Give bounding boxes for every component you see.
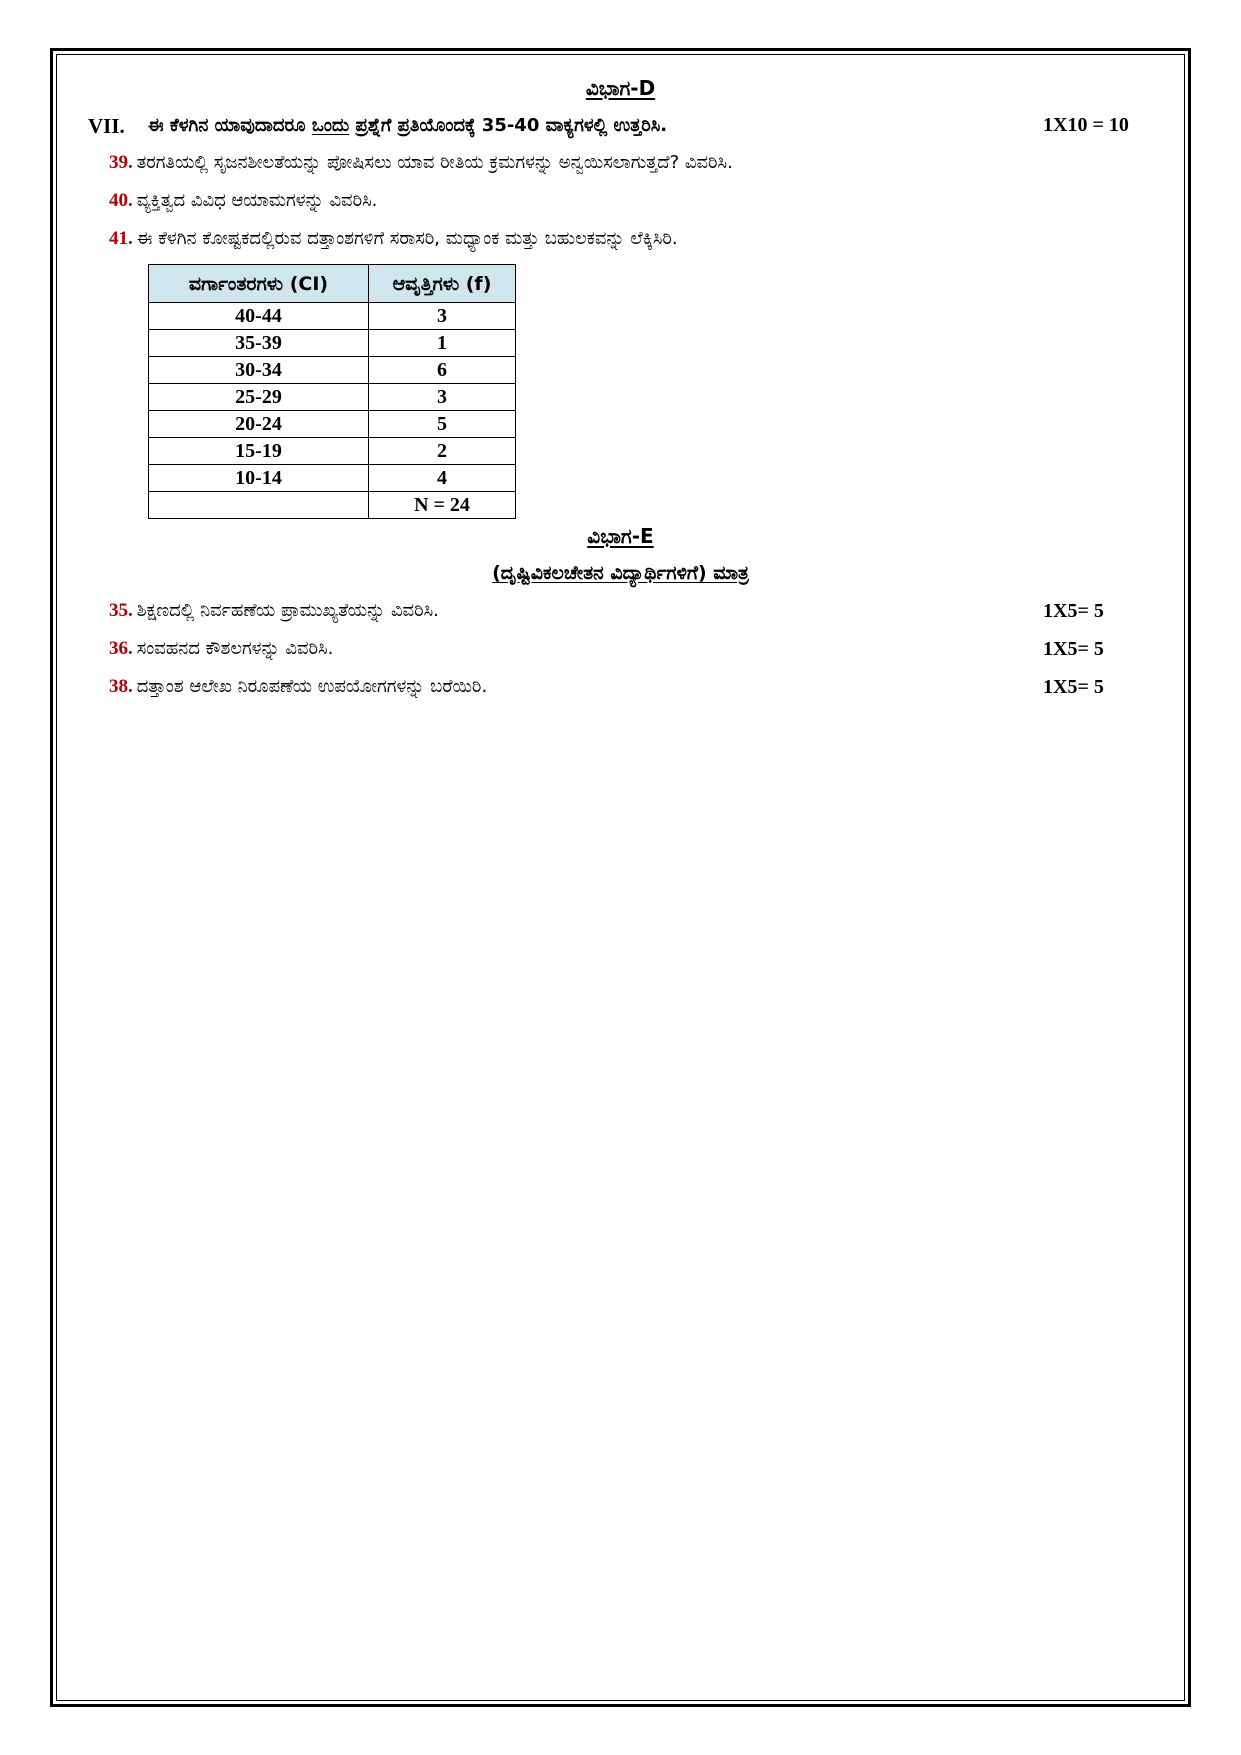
section-e-title: ವಿಭಾಗ-E bbox=[587, 524, 654, 548]
question-marks: 1X5= 5 bbox=[1043, 600, 1104, 622]
table-row bbox=[149, 384, 516, 411]
question-item bbox=[109, 638, 333, 660]
question-number: 36. bbox=[109, 638, 133, 659]
section-d-title: ವಿಭಾಗ-D bbox=[585, 76, 656, 100]
question-marks: 1X5= 5 bbox=[1043, 638, 1104, 660]
table-cell-ci: 20-24 bbox=[149, 411, 369, 438]
table-row bbox=[149, 330, 516, 357]
table-cell-f: 3 bbox=[369, 384, 516, 411]
question-item bbox=[109, 600, 439, 622]
table-header-f: ಆವೃತ್ತಿಗಳು (f) bbox=[369, 265, 516, 303]
question-number: 40. bbox=[109, 190, 133, 211]
table-row bbox=[149, 357, 516, 384]
table-row bbox=[149, 465, 516, 492]
table-cell-f: 6 bbox=[369, 357, 516, 384]
section-e-subtitle: (ದೃಷ್ಟಿವಿಕಲಚೇತನ ವಿದ್ಯಾರ್ಥಿಗಳಿಗೆ) ಮಾತ್ರ bbox=[492, 562, 749, 584]
table-cell-f: 1 bbox=[369, 330, 516, 357]
table-cell-ci: 30-34 bbox=[149, 357, 369, 384]
table-row bbox=[149, 303, 516, 330]
table-cell-ci: 10-14 bbox=[149, 465, 369, 492]
table-cell-ci: 40-44 bbox=[149, 303, 369, 330]
table-header-row bbox=[149, 265, 516, 303]
table-cell-f: 3 bbox=[369, 303, 516, 330]
table-cell-total: N = 24 bbox=[369, 492, 516, 519]
question-marks: 1X5= 5 bbox=[1043, 676, 1104, 698]
question-item bbox=[109, 676, 487, 698]
question-text: ಶಿಕ್ಷಣದಲ್ಲಿ ನಿರ್ವಹಣೆಯ ಪ್ರಾಮುಖ್ಯತೆಯನ್ನು ವಿವರಿಸಿ. bbox=[136, 600, 439, 621]
table-cell-ci: 25-29 bbox=[149, 384, 369, 411]
question-text: ತರಗತಿಯಲ್ಲಿ ಸೃಜನಶೀಲತೆಯನ್ನು ಪೋಷಿಸಲು ಯಾವ ರೀತಿಯ ಕ್ರಮಗಳನ್ನು ಅನ್ವಯಿಸಲಾಗುತ್ತದೆ? ವಿವರಿಸಿ. bbox=[136, 152, 733, 173]
section-d-instruction bbox=[148, 115, 667, 136]
table-total-row bbox=[149, 492, 516, 519]
question-item bbox=[109, 190, 377, 212]
question-text: ಈ ಕೆಳಗಿನ ಕೋಷ್ಟಕದಲ್ಲಿರುವ ದತ್ತಾಂಶಗಳಿಗೆ ಸರಾಸರಿ, ಮಧ್ಯಾಂಕ ಮತ್ತು ಬಹುಲಕವನ್ನು ಲೆಕ್ಕಿಸಿರಿ. bbox=[136, 228, 678, 249]
table-header-ci: ವರ್ಗಾಂತರಗಳು (CI) bbox=[149, 265, 369, 303]
table-cell-ci: 15-19 bbox=[149, 438, 369, 465]
instruction-underlined: ಒಂದು bbox=[311, 115, 350, 136]
question-number: 39. bbox=[109, 152, 133, 173]
question-number: 41. bbox=[109, 228, 133, 249]
table-cell-f: 2 bbox=[369, 438, 516, 465]
question-text: ವ್ಯಕ್ತಿತ್ವದ ವಿವಿಧ ಆಯಾಮಗಳನ್ನು ವಿವರಿಸಿ. bbox=[136, 190, 378, 211]
question-item bbox=[109, 152, 733, 174]
table-cell-ci: 35-39 bbox=[149, 330, 369, 357]
question-text: ದತ್ತಾಂಶ ಆಲೇಖ ನಿರೂಪಣೆಯ ಉಪಯೋಗಗಳನ್ನು ಬರೆಯಿರಿ. bbox=[136, 676, 488, 697]
instruction-pre: ಈ ಕೆಳಗಿನ ಯಾವುದಾದರೂ bbox=[148, 115, 306, 136]
table-cell-f: 4 bbox=[369, 465, 516, 492]
table-row bbox=[149, 411, 516, 438]
question-text: ಸಂವಹನದ ಕೌಶಲಗಳನ್ನು ವಿವರಿಸಿ. bbox=[136, 638, 334, 659]
question-number: 35. bbox=[109, 600, 133, 621]
section-roman-numeral: VII. bbox=[88, 114, 125, 138]
section-d-marks: 1X10 = 10 bbox=[1043, 114, 1129, 136]
table-cell-ci bbox=[149, 492, 369, 519]
table-row bbox=[149, 438, 516, 465]
frequency-table bbox=[148, 264, 516, 519]
question-item bbox=[109, 228, 678, 250]
question-number: 38. bbox=[109, 676, 133, 697]
instruction-post: ಪ್ರಶ್ನೆಗೆ ಪ್ರತಿಯೊಂದಕ್ಕೆ 35-40 ವಾಕ್ಯಗಳಲ್ಲಿ ಉತ್ತರಿಸಿ. bbox=[355, 115, 668, 136]
table-cell-f: 5 bbox=[369, 411, 516, 438]
